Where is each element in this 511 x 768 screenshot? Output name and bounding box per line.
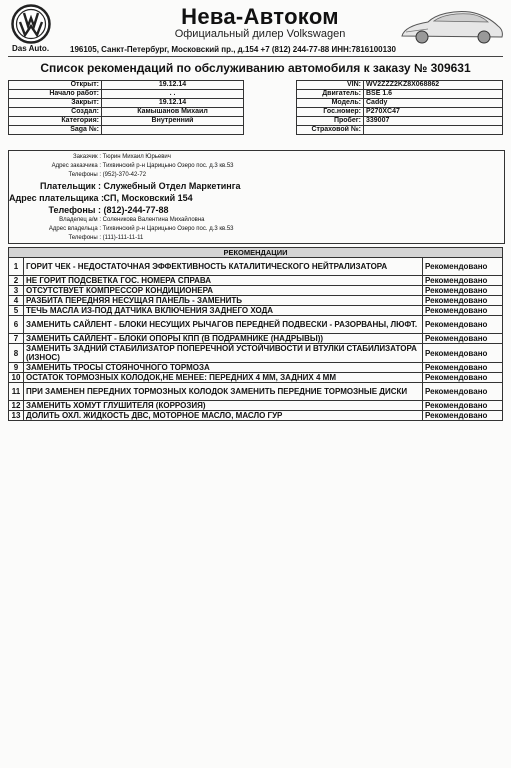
recommendation-number: 3 (9, 286, 24, 296)
payer-row (9, 181, 240, 191)
order-value: 19.12.14 (102, 99, 244, 108)
header-divider (8, 56, 503, 57)
customer-info-box (8, 150, 505, 244)
recommendation-row (9, 276, 503, 286)
vehicle-row (297, 90, 503, 99)
document-title: Список рекомендаций по обслуживанию автомобиля к заказу № 309631 (40, 61, 471, 75)
order-value (102, 126, 244, 135)
recommendation-status: Рекомендовано (423, 401, 503, 411)
owner-phone-label: Телефоны : (68, 235, 101, 241)
recommendation-number: 13 (9, 411, 24, 421)
recommendation-text: ЗАМЕНИТЬ САЙЛЕНТ - БЛОКИ ОПОРЫ КПП (В ПОДРАМНИКЕ (НАДРЫВЫ)) (24, 334, 423, 344)
order-row (9, 126, 244, 135)
dealer-address: 196105, Санкт-Петербург, Московский пр., д.154 +7 (812) 244-77-88 ИНН:7816100130 (70, 45, 396, 54)
brand-tagline: Das Auto. (12, 44, 50, 53)
recommendation-number: 11 (9, 383, 24, 401)
vehicle-value (364, 126, 503, 135)
recommendation-number: 9 (9, 363, 24, 373)
owner-address-row (9, 226, 234, 232)
recommendation-text: НЕ ГОРИТ ПОДСВЕТКА ГОС. НОМЕРА СПРАВА (24, 276, 423, 286)
customer-phone-label: Телефоны : (68, 172, 101, 178)
order-row (9, 90, 244, 99)
owner-value: Соленикова Валентина Михайловна (102, 217, 205, 223)
order-label: Начало работ: (9, 90, 102, 99)
recommendation-text: ОСТАТОК ТОРМОЗНЫХ КОЛОДОК,НЕ МЕНЕЕ: ПЕРЕДНИХ 4 ММ, ЗАДНИХ 4 ММ (24, 373, 423, 383)
recommendation-row (9, 401, 503, 411)
customer-value: Тюрин Михаил Юрьевич (102, 154, 171, 160)
recommendation-row (9, 258, 503, 276)
payer-address-label: Адрес плательщика : (9, 193, 105, 203)
payer-value: Служебный Отдел Маркетинга (103, 181, 241, 191)
recommendation-number: 5 (9, 306, 24, 316)
customer-phone-value: (952)-370-42-72 (102, 172, 147, 178)
vehicle-label: Двигатель: (297, 90, 364, 99)
order-value: Камышанов Михаил (102, 108, 244, 117)
order-label: Категория: (9, 117, 102, 126)
order-value: Внутренний (102, 117, 244, 126)
recommendation-row (9, 344, 503, 363)
order-row (9, 117, 244, 126)
recommendation-row (9, 296, 503, 306)
order-row (9, 99, 244, 108)
recommendation-number: 8 (9, 344, 24, 363)
recommendation-status: Рекомендовано (423, 411, 503, 421)
order-label: Saga №: (9, 126, 102, 135)
recommendation-text: ЗАМЕНИТЬ ЗАДНИЙ СТАБИЛИЗАТОР ПОПЕРЕЧНОЙ УСТОЙЧИВОСТИ И ВТУЛКИ СТАБИЛИЗАТОРА (ИЗНОС) (24, 344, 423, 363)
recommendation-status: Рекомендовано (423, 258, 503, 276)
recommendation-text: ЗАМЕНИТЬ САЙЛЕНТ - БЛОКИ НЕСУЩИХ РЫЧАГОВ ПЕРЕДНЕЙ ПОДВЕСКИ - РАЗОРВАНЫ, ЛЮФТ. (24, 316, 423, 334)
recommendations-table (8, 247, 503, 421)
recommendation-row (9, 316, 503, 334)
recommendation-status: Рекомендовано (423, 344, 503, 363)
customer-row (9, 154, 171, 160)
recommendation-number: 7 (9, 334, 24, 344)
recommendation-status: Рекомендовано (423, 316, 503, 334)
order-row (9, 108, 244, 117)
owner-address-value: Тихвинский р-н Царицыно Озеро пос. д.3 кв.53 (102, 226, 234, 232)
payer-phone-value: (812)-244-77-88 (103, 205, 169, 215)
recommendation-number: 6 (9, 316, 24, 334)
customer-phone-row (9, 172, 146, 178)
customer-address-label: Адрес заказчика : (51, 163, 101, 169)
recommendation-number: 1 (9, 258, 24, 276)
customer-address-value: Тихвинский р-н Царицыно Озеро пос. д.3 кв.53 (102, 163, 234, 169)
recommendation-status: Рекомендовано (423, 276, 503, 286)
recommendation-status: Рекомендовано (423, 373, 503, 383)
vehicle-value: Caddy (364, 99, 503, 108)
recommendation-status: Рекомендовано (423, 286, 503, 296)
customer-label: Заказчик : (73, 154, 101, 160)
recommendation-text: ОТСУТСТВУЕТ КОМПРЕССОР КОНДИЦИОНЕРА (24, 286, 423, 296)
order-label: Создал: (9, 108, 102, 117)
recommendation-row (9, 306, 503, 316)
order-label: Закрыт: (9, 99, 102, 108)
recommendation-number: 4 (9, 296, 24, 306)
recommendation-number: 12 (9, 401, 24, 411)
vehicle-label: Гос.номер: (297, 108, 364, 117)
owner-row (9, 217, 205, 223)
order-row (9, 81, 244, 90)
recommendation-text: ЗАМЕНИТЬ ТРОСЫ СТОЯНОЧНОГО ТОРМОЗА (24, 363, 423, 373)
payer-phone-label: Телефоны : (48, 205, 101, 215)
recommendation-text: ПРИ ЗАМЕНЕН ПЕРЕДНИХ ТОРМОЗНЫХ КОЛОДОК ЗАМЕНИТЬ ПЕРЕДНИЕ ТОРМОЗНЫЕ ДИСКИ (24, 383, 423, 401)
customer-address-row (9, 163, 234, 169)
vehicle-value: WV2ZZZ2KZ8X068862 (364, 81, 503, 90)
recommendation-row (9, 411, 503, 421)
recommendation-number: 2 (9, 276, 24, 286)
payer-label: Плательщик : (40, 181, 101, 191)
recommendation-row (9, 373, 503, 383)
recommendation-text: ГОРИТ ЧЕК - НЕДОСТАТОЧНАЯ ЭФФЕКТИВНОСТЬ КАТАЛИТИЧЕСКОГО НЕЙТРАЛИЗАТОРА (24, 258, 423, 276)
vehicle-row (297, 99, 503, 108)
owner-address-label: Адрес владельца : (48, 226, 101, 232)
recommendation-status: Рекомендовано (423, 383, 503, 401)
vehicle-label: Модель: (297, 99, 364, 108)
recommendations-header: РЕКОМЕНДАЦИИ (9, 248, 503, 258)
recommendation-status: Рекомендовано (423, 363, 503, 373)
recommendation-status: Рекомендовано (423, 306, 503, 316)
recommendation-text: ЗАМЕНИТЬ ХОМУТ ГЛУШИТЕЛЯ (КОРРОЗИЯ) (24, 401, 423, 411)
order-value: 19.12.14 (102, 81, 244, 90)
recommendation-row (9, 286, 503, 296)
volkswagen-logo-icon (11, 4, 51, 44)
recommendation-row (9, 334, 503, 344)
recommendation-row (9, 363, 503, 373)
vehicle-value: BSE 1.6 (364, 90, 503, 99)
payer-phone-row (9, 205, 169, 215)
recommendation-status: Рекомендовано (423, 296, 503, 306)
vehicle-row (297, 126, 503, 135)
recommendation-text: ДОЛИТЬ ОХЛ. ЖИДКОСТЬ ДВС, МОТОРНОЕ МАСЛО, МАСЛО ГУР (24, 411, 423, 421)
order-value: . . (102, 90, 244, 99)
recommendation-row (9, 383, 503, 401)
recommendation-number: 10 (9, 373, 24, 383)
order-info-table (8, 80, 244, 135)
payer-address-value: СП, Московский 154 (103, 193, 193, 203)
vehicle-row (297, 81, 503, 90)
vehicle-value: 339007 (364, 117, 503, 126)
payer-address-row (9, 193, 193, 203)
dealer-line: Официальный дилер Volkswagen (174, 28, 346, 40)
company-name: Нева-Автоком (181, 4, 339, 29)
recommendation-text: РАЗБИТА ПЕРЕДНЯЯ НЕСУЩАЯ ПАНЕЛЬ - ЗАМЕНИТЬ (24, 296, 423, 306)
vehicle-label: Страховой №: (297, 126, 364, 135)
owner-phone-row (9, 235, 143, 241)
recommendation-text: ТЕЧЬ МАСЛА ИЗ-ПОД ДАТЧИКА ВКЛЮЧЕНИЯ ЗАДНЕГО ХОДА (24, 306, 423, 316)
vehicle-info-table (296, 80, 503, 135)
order-label: Открыт: (9, 81, 102, 90)
vehicle-value: P270XC47 (364, 108, 503, 117)
vehicle-row (297, 117, 503, 126)
vehicle-row (297, 108, 503, 117)
owner-label: Владелец а/м : (59, 217, 101, 223)
vehicle-label: VIN: (297, 81, 364, 90)
vehicle-label: Пробег: (297, 117, 364, 126)
recommendation-status: Рекомендовано (423, 334, 503, 344)
owner-phone-value: (111)-111-11-11 (102, 235, 144, 241)
recommendations-header-row (9, 248, 503, 258)
car-illustration-icon (398, 2, 506, 46)
